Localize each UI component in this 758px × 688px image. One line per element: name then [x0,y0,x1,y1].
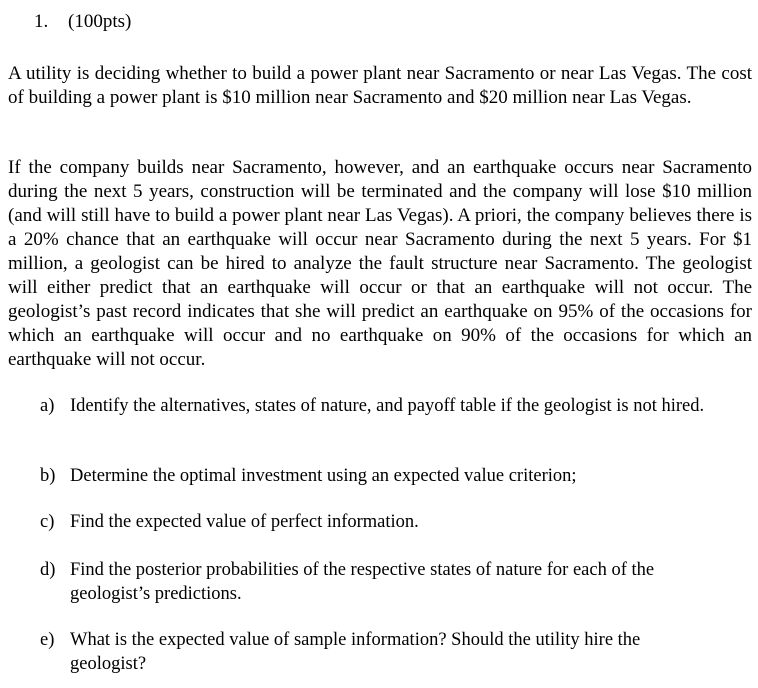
question-c [40,510,720,534]
question-letter: a) [40,396,55,416]
question-text: Identify the alternatives, states of nature, and payoff table if the geologist is not hired. [70,396,705,416]
problem-details-paragraph: If the company builds near Sacramento, however, and an earthquake occurs near Sacramento during the next 5 years, construction will be terminated and the company will lose $10 million (and will still have to build a power plant near Las Vegas). A priori, the company believes there is a 20% chance that an earthquake will occur near Sacramento during the next 5 years. For $1 million, a geologist can be hired to analyze the fault structure near Sacramento. The geologist will either predict that an earthquake will occur or that an earthquake will not occur. The geologist’s past record indicates that she will predict an earthquake on 95% of the occasions for which an earthquake will occur and no earthquake on 90% of the occasions for which an earthquake will not occur. [8,157,752,370]
question-text: What is the expected value of sample information? Should the utility hire the geologist? [70,630,641,674]
question-text: Determine the optimal investment using an expected value criterion; [70,466,577,486]
problem-number: 1. [34,11,49,32]
question-e [40,628,720,676]
question-letter: d) [40,560,56,580]
question-b [40,464,720,488]
question-letter: b) [40,466,56,486]
question-d [40,558,720,606]
question-text: Find the posterior probabilities of the respective states of nature for each of the geologist’s predictions. [70,560,655,604]
question-text: Find the expected value of perfect information. [70,512,419,532]
question-a [40,394,720,418]
problem-points: (100pts) [68,11,132,32]
question-letter: e) [40,630,55,650]
problem-intro-paragraph: A utility is deciding whether to build a power plant near Sacramento or near Las Vegas. The cost of building a power plant is $10 million near Sacramento and $20 million near Las Vegas. [8,63,752,108]
question-letter: c) [40,512,55,532]
problem-heading [34,10,131,34]
